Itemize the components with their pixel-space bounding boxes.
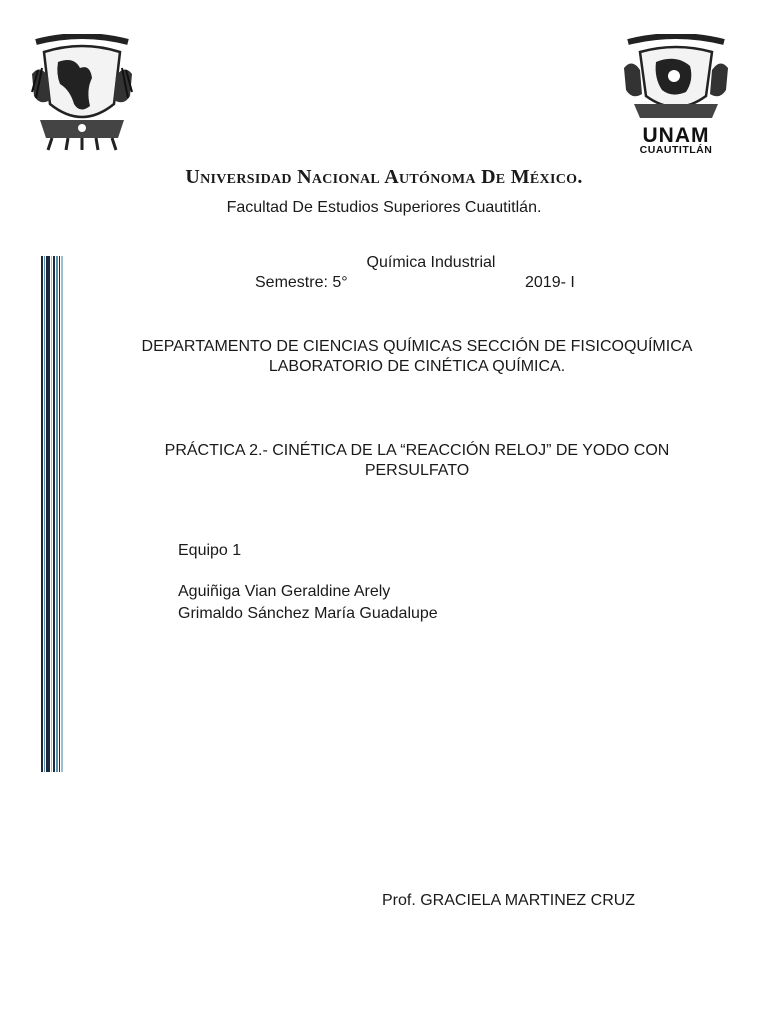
university-title: Universidad Nacional Autónoma De México.: [185, 166, 583, 188]
unam-wordmark: UNAM: [642, 124, 710, 147]
campus-wordmark: CUAUTITLÁN: [639, 144, 713, 156]
department-heading: [0, 337, 768, 377]
semester-label: Semestre: 5°: [255, 274, 348, 291]
practice-title-line-1: CINÉTICA DE LA “REACCIÓN RELOJ” DE YODO CON: [272, 442, 670, 459]
professor-name: Prof. GRACIELA MARTINEZ CRUZ: [382, 892, 636, 909]
team-member: Grimaldo Sánchez María Guadalupe: [178, 605, 438, 622]
unam-cuautitlan-seal-logo: [620, 34, 732, 156]
practice-prefix: PRÁCTICA 2.-: [164, 442, 273, 459]
school-year: 2019- I: [525, 274, 575, 291]
practice-title: [0, 441, 768, 481]
department-line-2: LABORATORIO DE CINÉTICA QUÍMICA.: [268, 358, 566, 375]
unam-seal-left-logo: [30, 34, 134, 152]
decorative-vertical-bars: [41, 256, 65, 772]
team-label: Equipo 1: [178, 542, 242, 559]
career-name: Química Industrial: [366, 254, 496, 271]
faculty-name: Facultad De Estudios Superiores Cuautitlán.: [226, 199, 542, 216]
practice-title-line-2: PERSULFATO: [364, 462, 470, 479]
department-line-1: DEPARTAMENTO DE CIENCIAS QUÍMICAS SECCIÓN DE FISICOQUÍMICA: [141, 338, 693, 355]
team-member: Aguiñiga Vian Geraldine Arely: [178, 583, 391, 600]
